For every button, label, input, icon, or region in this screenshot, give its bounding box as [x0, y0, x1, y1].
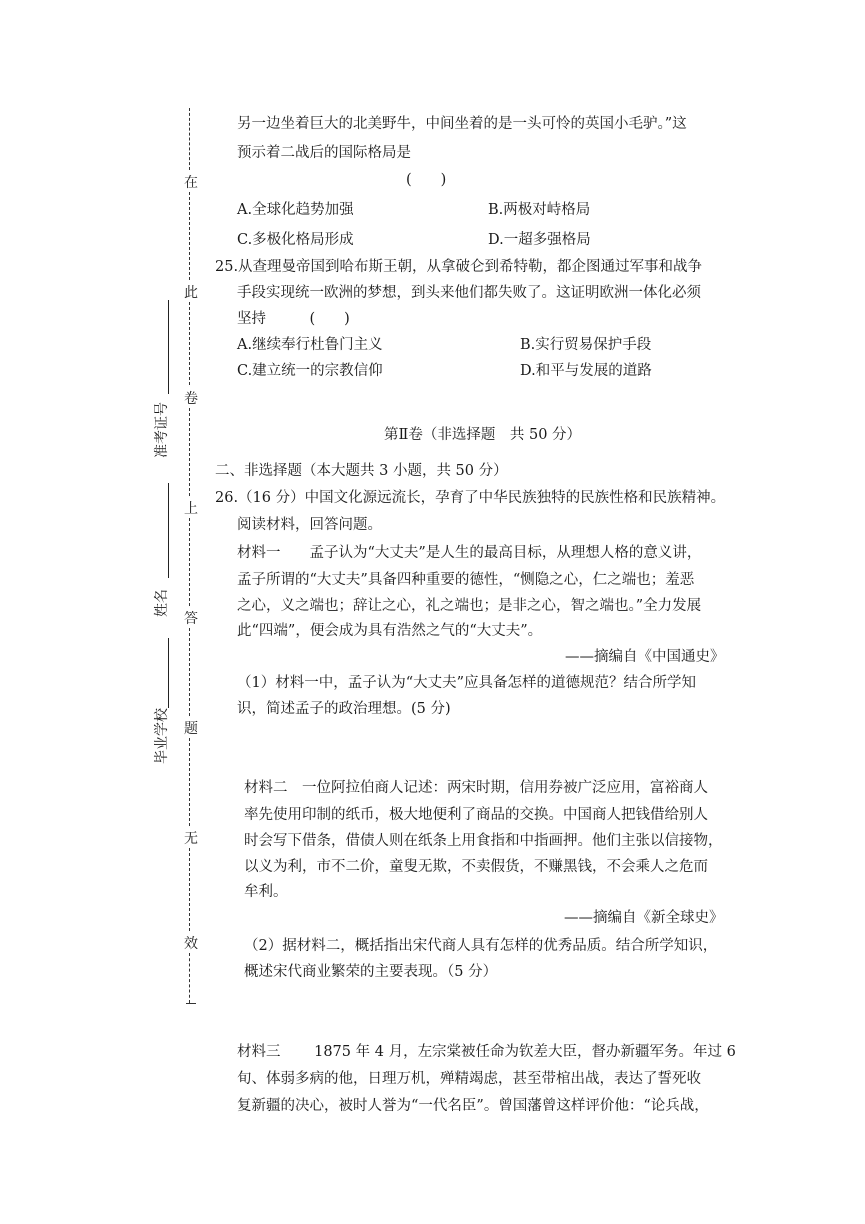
material-one-line: 孟子所谓的“大丈夫”具备四种重要的德性，“恻隐之心，仁之端也；羞恶 — [237, 572, 695, 588]
seal-char: 上 — [184, 501, 198, 517]
q24-option-c: C.多极化格局形成 — [237, 232, 354, 248]
q25-option-d: D.和平与发展的道路 — [520, 363, 652, 379]
binding-line-segment — [189, 518, 190, 606]
material-two-line: 率先使用印制的纸币，极大地便利了商品的交换。中国商人把钱借给别人 — [244, 807, 708, 823]
name-label: 姓名 — [154, 589, 170, 617]
material-two-line: 牟利。 — [244, 884, 288, 900]
binding-line-segment — [189, 408, 190, 496]
part2-title: 第Ⅱ卷（非选择题 共 50 分） — [384, 427, 582, 443]
sub-question-1: 识，简述孟子的政治理想。(5 分) — [237, 701, 451, 717]
material-one-source: ——摘编自《中国通史》 — [565, 649, 725, 665]
q24-option-a: A.全球化趋势加强 — [237, 202, 354, 218]
q25-option-b: B.实行贸易保护手段 — [520, 337, 652, 353]
q24-line: 预示着二战后的国际格局是 — [237, 145, 411, 161]
sub-question-1: （1）材料一中，孟子认为“大丈夫”应具备怎样的道德规范？结合所学知 — [237, 675, 697, 691]
material-one-line: 材料一 孟子认为“大丈夫”是人生的最高目标，从理想人格的意义讲， — [237, 545, 702, 561]
binding-line-end — [186, 1003, 196, 1004]
q25-option-a: A.继续奉行杜鲁门主义 — [237, 337, 383, 353]
sub-question-2: （2）据材料二，概括指出宋代商人具有怎样的优秀品质。结合所学知识， — [244, 938, 718, 954]
q25-option-c: C.建立统一的宗教信仰 — [237, 363, 383, 379]
q24-line: 另一边坐着巨大的北美野牛，中间坐着的是一头可怜的英国小毛驴。”这 — [237, 116, 687, 132]
q24-answer-blank: ( ) — [406, 172, 447, 188]
material-three-line: 旬、体弱多病的他，日理万机，殚精竭虑，甚至带棺出战，表达了誓死收 — [237, 1071, 701, 1087]
seal-char: 题 — [184, 721, 198, 737]
seal-char: 无 — [184, 831, 198, 847]
material-one-line: 之心，义之端也；辞让之心，礼之端也；是非之心，智之端也。”全力发展 — [237, 598, 702, 614]
exam-id-blank[interactable] — [168, 300, 169, 394]
sub-question-2: 概述宋代商业繁荣的主要表现。（5 分） — [244, 964, 498, 980]
seal-char: 效 — [184, 936, 198, 952]
q24-option-d: D.一超多强格局 — [488, 232, 591, 248]
material-one-line: 此“四端”，便会成为具有浩然之气的“大丈夫”。 — [237, 623, 543, 639]
school-label: 毕业学校 — [154, 708, 170, 764]
material-three-line: 材料三 1875 年 4 月，左宗棠被任命为钦差大臣，督办新疆军务。年过 6 — [237, 1044, 736, 1060]
binding-line-segment — [189, 738, 190, 826]
binding-line-segment — [189, 192, 190, 280]
q26-intro: 26.（16 分）中国文化源远流长，孕育了中华民族独特的民族性格和民族精神。 — [215, 490, 726, 506]
binding-line-segment — [189, 302, 190, 385]
material-two-line: 以义为利，市不二价，童叟无欺，不卖假货，不赚黑钱，不会乘人之危而 — [244, 859, 708, 875]
material-two-source: ——摘编自《新全球史》 — [564, 910, 724, 926]
binding-line-segment — [189, 628, 190, 716]
q26-intro: 阅读材料，回答问题。 — [237, 517, 382, 533]
binding-line-segment — [189, 848, 190, 931]
material-three-line: 复新疆的决心，被时人誉为“一代名臣”。曾国藩曾这样评价他：“论兵战， — [237, 1098, 709, 1114]
name-blank[interactable] — [168, 483, 169, 578]
binding-line-segment — [189, 108, 190, 170]
material-two-line: 材料二 一位阿拉伯商人记述：两宋时期，信用券被广泛应用，富裕商人 — [244, 780, 708, 796]
material-two-line: 时会写下借条，借债人则在纸条上用食指和中指画押。他们主张以信接物， — [244, 833, 723, 849]
q25-line: 坚持 ( ) — [237, 311, 350, 327]
seal-char: 在 — [184, 175, 198, 191]
seal-char: 此 — [184, 285, 198, 301]
q25-line: 手段实现统一欧洲的梦想，到头来他们都失败了。这证明欧洲一体化必须 — [237, 285, 701, 301]
seal-char: 卷 — [184, 391, 198, 407]
section-heading: 二、非选择题（本大题共 3 小题，共 50 分） — [215, 463, 508, 479]
binding-line-segment — [189, 953, 190, 1003]
q24-option-b: B.两极对峙格局 — [488, 202, 591, 218]
school-blank[interactable] — [168, 638, 169, 708]
q25-line: 25.从查理曼帝国到哈布斯王朝，从拿破仑到希特勒，都企图通过军事和战争 — [215, 259, 703, 275]
exam-id-label: 准考证号 — [154, 402, 170, 458]
seal-char: 答 — [184, 611, 198, 627]
